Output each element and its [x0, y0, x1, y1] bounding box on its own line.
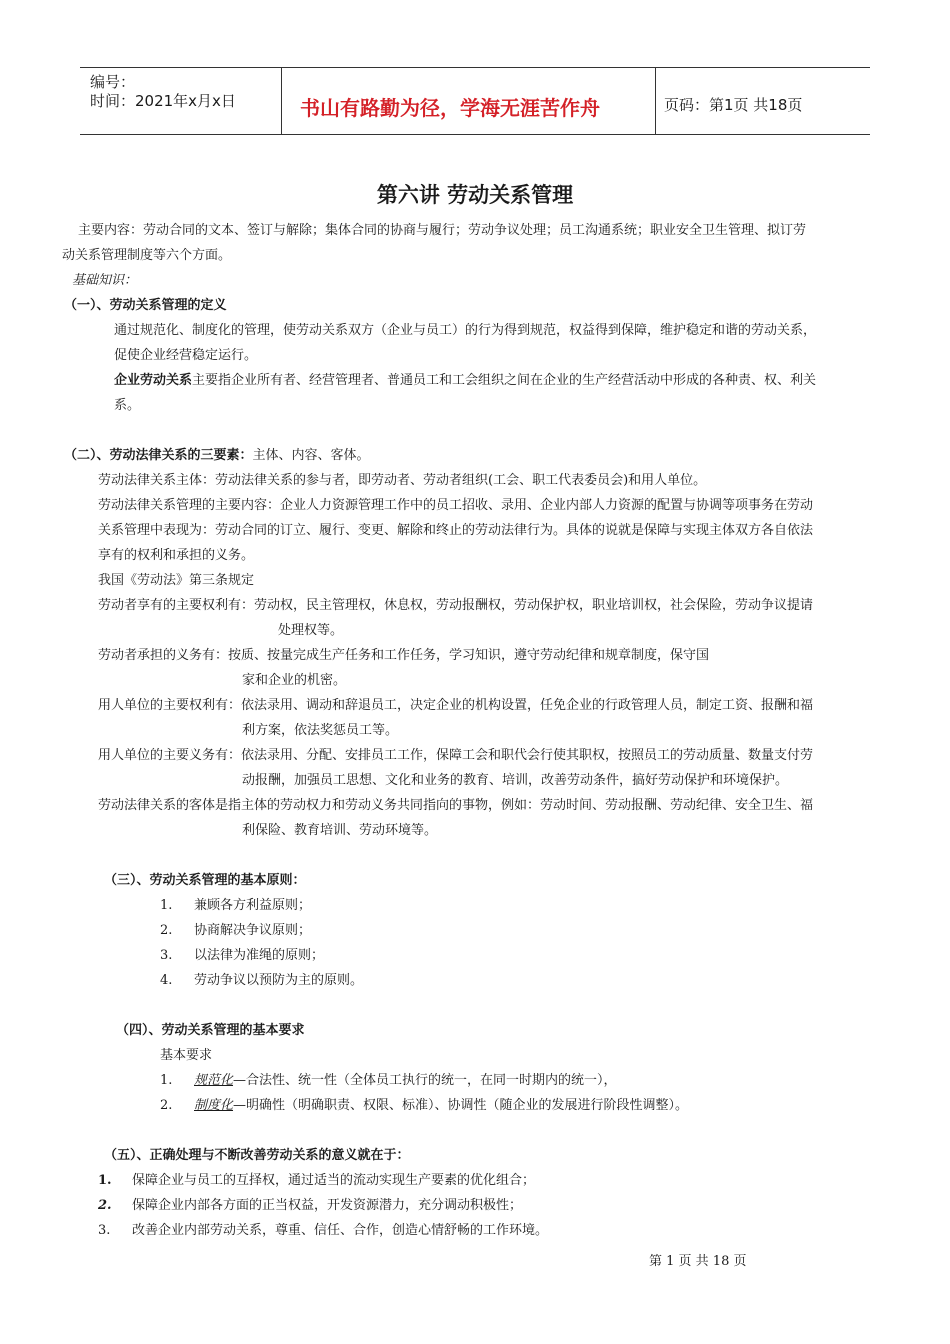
page-footer: 第 1 页 共 18 页: [649, 1254, 747, 1269]
paragraph-line: 劳动者承担的义务有：按质、按量完成生产任务和工作任务，学习知识，遵守劳动纪律和规章制度，保守国: [98, 648, 710, 663]
list-item-text: —明确性（明确职责、权限、标准）、协调性（随企业的发展进行阶段性调整）。: [233, 1098, 689, 1113]
section-heading: （三）、劳动关系管理的基本原则：: [104, 873, 306, 888]
list-item-number: 4.: [160, 973, 173, 988]
list-item: 劳动争议以预防为主的原则。: [194, 973, 364, 988]
list-item: 保障企业内部各方面的正当权益，开发资源潜力，充分调动积极性；: [132, 1198, 523, 1213]
paragraph-line: 用人单位的主要义务有：依法录用、分配、安排员工工作，保障工会和职代会行使其职权，按照员工的劳动质量、数量支付劳: [98, 748, 814, 763]
paragraph-line: 享有的权利和承担的义务。: [98, 548, 255, 563]
paragraph-line: 用人单位的主要权利有：依法录用、调动和辞退员工，决定企业的机构设置，任免企业的行政管理人员，制定工资、报酬和福: [98, 698, 814, 713]
paragraph-text: 主要指企业所有者、经营管理者、普通员工和工会组织之间在企业的生产经营活动中形成的各种责、权、利关: [192, 373, 817, 388]
sub-label: 基本要求: [160, 1048, 213, 1063]
intro-line: 动关系管理制度等六个方面。: [62, 248, 232, 263]
list-item-number: 3.: [98, 1223, 111, 1238]
paragraph-line: 动报酬，加强员工思想、文化和业务的教育、培训，改善劳动条件，搞好劳动保护和环境保护。: [242, 773, 789, 788]
section-heading-bold: （二）、劳动法律关系的三要素：: [64, 448, 253, 463]
list-item-number: 2.: [160, 923, 173, 938]
term-bold: 企业劳动关系: [114, 373, 193, 388]
list-item: [194, 1072, 617, 1089]
page-title: 第六讲 劳动关系管理: [376, 183, 574, 207]
basics-label: 基础知识：: [72, 273, 138, 288]
paragraph-line: [114, 372, 816, 389]
term-underlined: 制度化: [194, 1098, 234, 1113]
paragraph-line: 关系管理中表现为：劳动合同的订立、履行、变更、解除和终止的劳动法律行为。具体的说就是保障与实现主体双方各自依法: [98, 523, 814, 538]
header-bottom-rule: [80, 134, 870, 135]
list-item-number: 1.: [160, 1073, 173, 1088]
list-item-text: —合法性、统一性（全体员工执行的统一，在同一时期内的统一），: [233, 1073, 617, 1088]
header-top-rule: [80, 67, 870, 68]
section-heading: （四）、劳动关系管理的基本要求: [116, 1023, 305, 1038]
list-item: 协商解决争议原则；: [194, 923, 312, 938]
page-label: 页码：第1页 共18页: [664, 96, 803, 114]
intro-line: 主要内容：劳动合同的文本、签订与解除；集体合同的协商与履行；劳动争议处理；员工沟通系统；职业安全卫生管理、拟订劳: [78, 223, 807, 238]
list-item: 改善企业内部劳动关系，尊重、信任、合作，创造心情舒畅的工作环境。: [132, 1223, 549, 1238]
paragraph-line: 家和企业的机密。: [242, 673, 347, 688]
section-heading: （五）、正确处理与不断改善劳动关系的意义就在于：: [104, 1148, 410, 1163]
header-divider: [281, 67, 282, 135]
term-underlined: 规范化: [194, 1073, 234, 1088]
motto: 书山有路勤为径，学海无涯苦作舟: [300, 96, 600, 120]
date-label: 时间：2021年x月x日: [90, 92, 236, 110]
paragraph-line: 通过规范化、制度化的管理，使劳动关系双方（企业与员工）的行为得到规范，权益得到保障，维护稳定和谐的劳动关系，: [114, 323, 817, 338]
paragraph-line: 我国《劳动法》第三条规定: [98, 573, 255, 588]
list-item-number: 2.: [160, 1098, 173, 1113]
paragraph-line: 劳动法律关系管理的主要内容：企业人力资源管理工作中的员工招收、录用、企业内部人力资源的配置与协调等项事务在劳动: [98, 498, 814, 513]
section-heading: （一）、劳动关系管理的定义: [64, 298, 227, 313]
paragraph-line: 劳动者享有的主要权利有：劳动权，民主管理权，休息权，劳动报酬权，劳动保护权，职业培训权，社会保险，劳动争议提请: [98, 598, 814, 613]
list-item: 以法律为准绳的原则；: [194, 948, 325, 963]
number-label: 编号：: [90, 73, 136, 91]
list-item: [194, 1097, 688, 1114]
paragraph-line: 劳动法律关系的客体是指主体的劳动权力和劳动义务共同指向的事物，例如：劳动时间、劳动报酬、劳动纪律、安全卫生、福: [98, 798, 814, 813]
list-item-number: 1.: [160, 898, 173, 913]
list-item-number: 2.: [98, 1198, 112, 1213]
paragraph-line: 利方案，依法奖惩员工等。: [242, 723, 399, 738]
paragraph-line: 促使企业经营稳定运行。: [114, 348, 258, 363]
list-item-number: 3.: [160, 948, 173, 963]
paragraph-line: 劳动法律关系主体：劳动法律关系的参与者，即劳动者、劳动者组织(工会、职工代表委员会)和用人单位。: [98, 473, 707, 488]
header-divider: [655, 67, 656, 135]
section-heading-rest: 主体、内容、客体。: [252, 448, 370, 463]
paragraph-line: 处理权等。: [278, 623, 344, 638]
list-item: 保障企业与员工的互择权，通过适当的流动实现生产要素的优化组合；: [132, 1173, 536, 1188]
paragraph-line: 利保险、教育培训、劳动环境等。: [242, 823, 438, 838]
section-heading: [64, 447, 370, 464]
list-item: 兼顾各方利益原则；: [194, 898, 312, 913]
paragraph-line: 系。: [114, 398, 141, 413]
list-item-number: 1.: [98, 1173, 112, 1188]
